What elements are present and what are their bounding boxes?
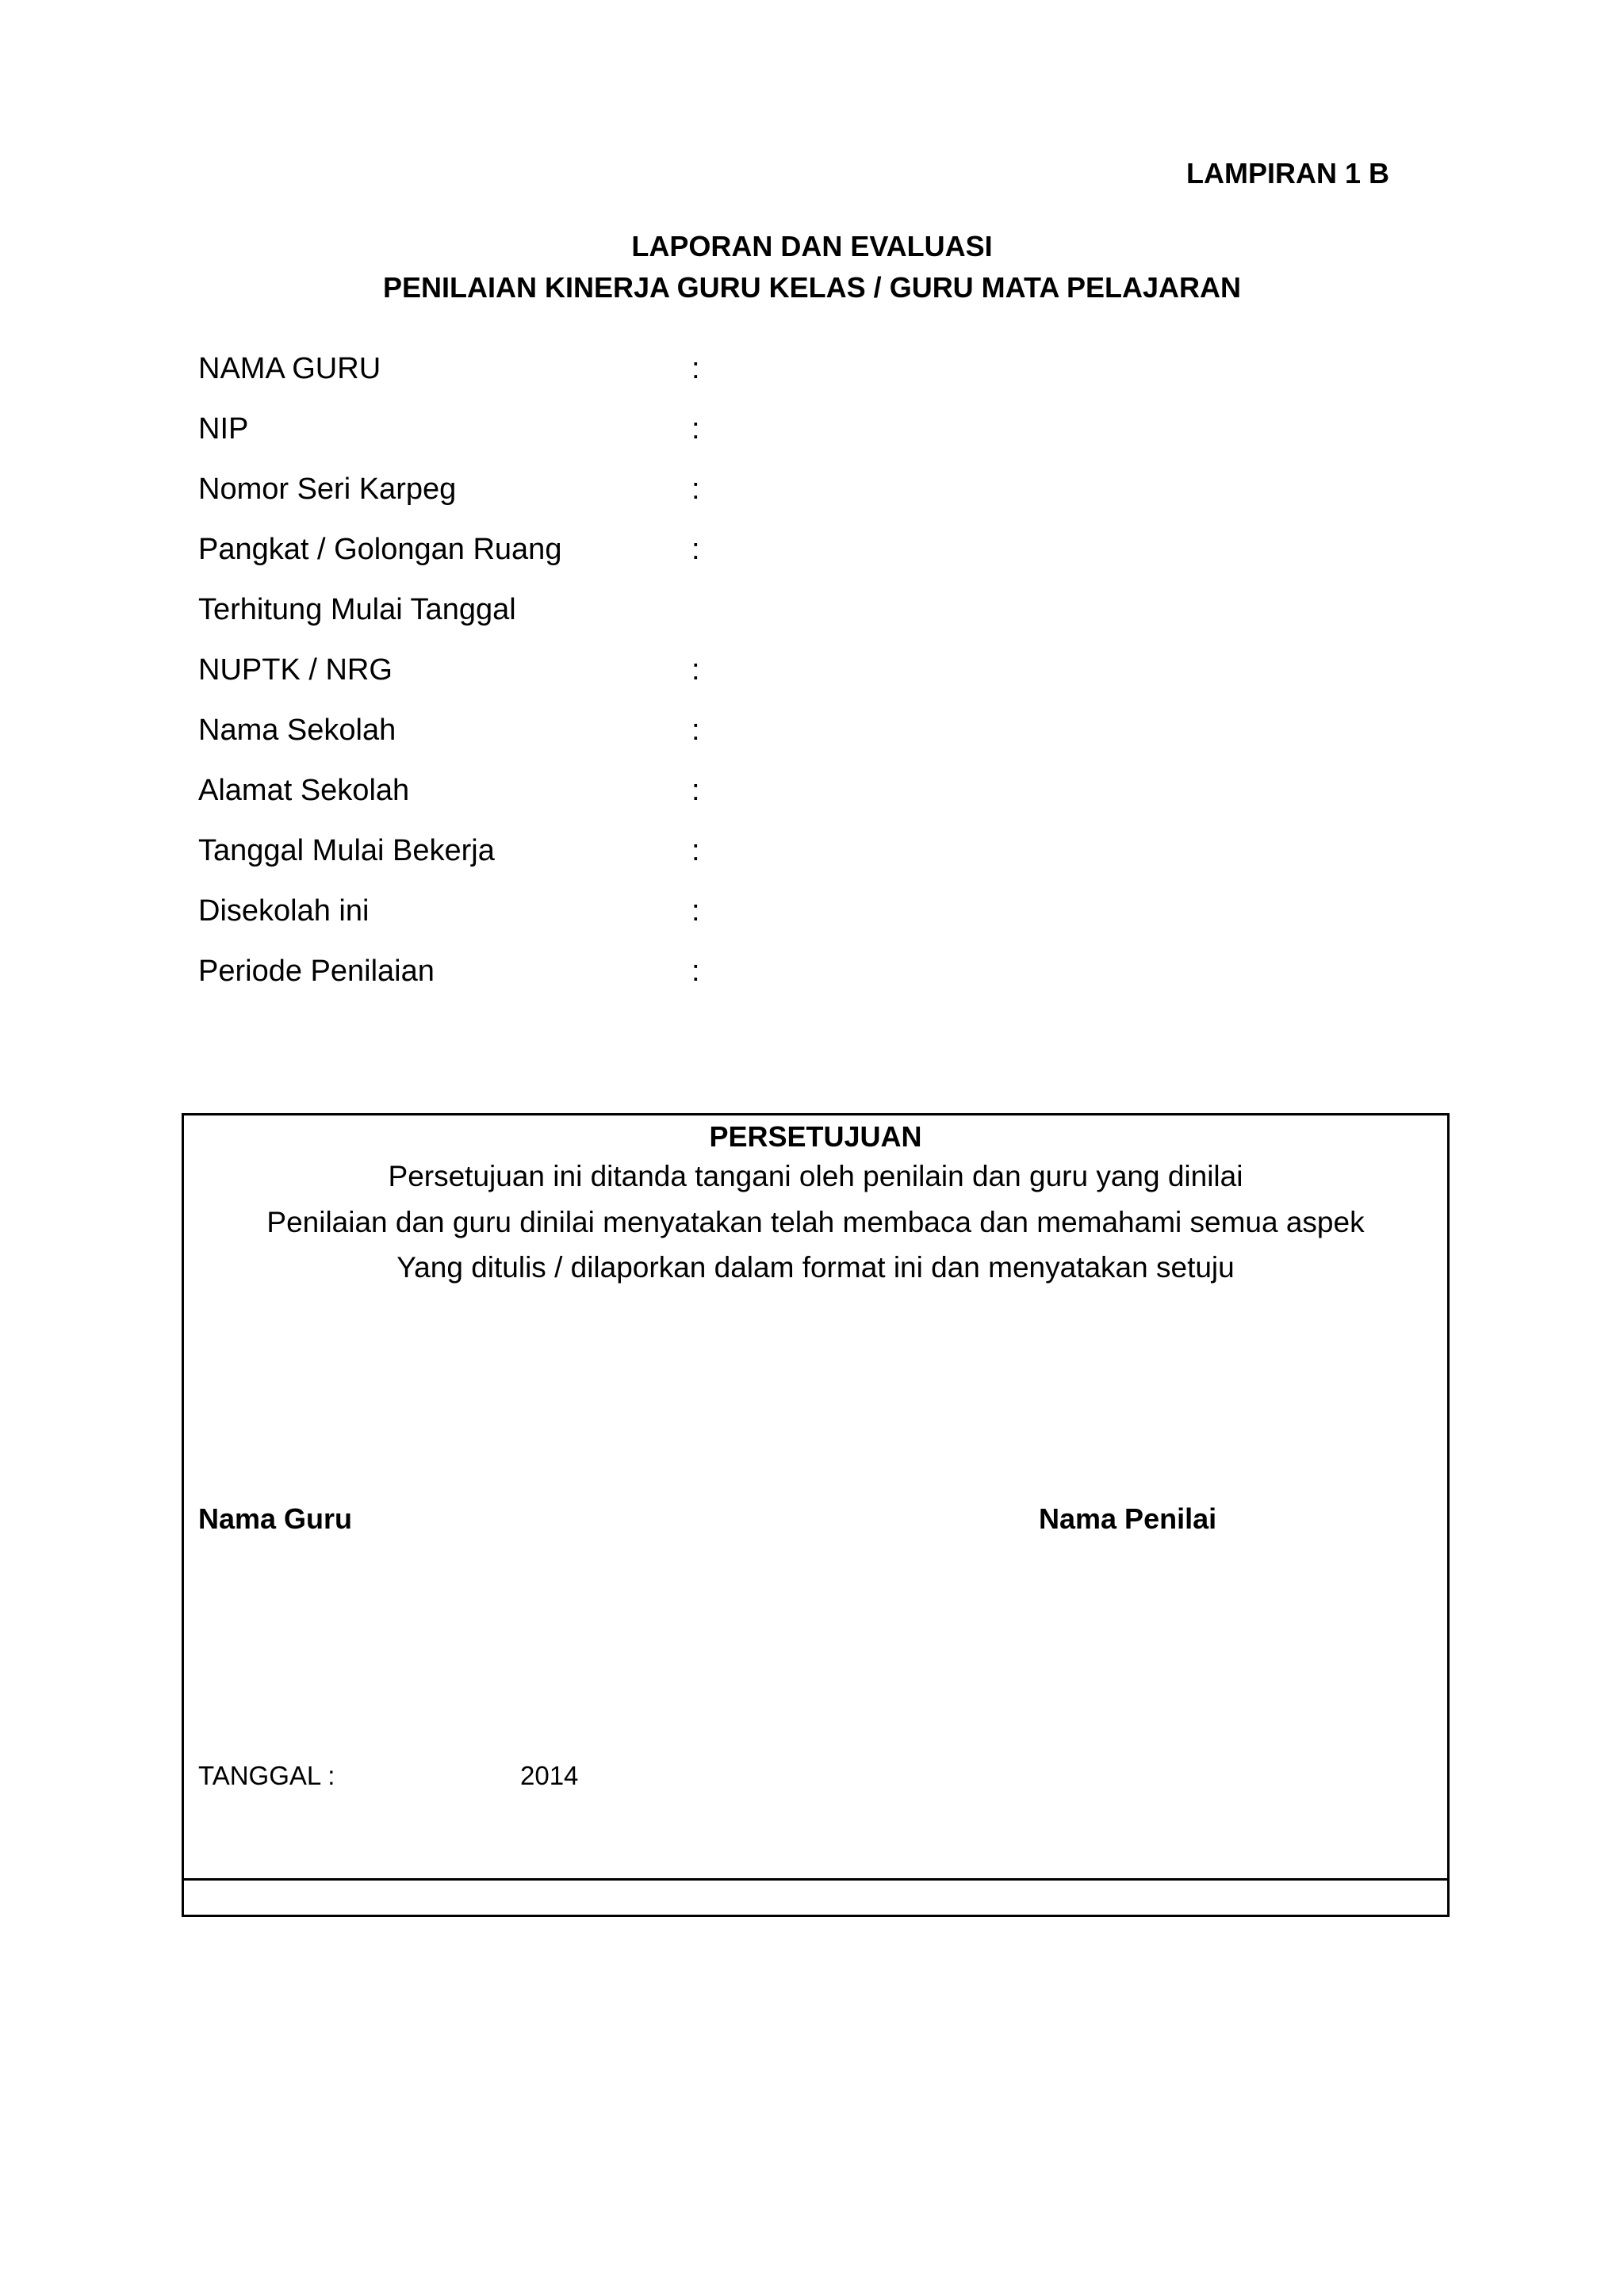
approval-text-line: Penilaian dan guru dinilai menyatakan telah membaca dan memahami semua aspek (266, 1206, 1365, 1238)
field-label: NIP (198, 412, 249, 446)
document-subtitle: PENILAIAN KINERJA GURU KELAS / GURU MATA PELAJARAN (382, 271, 1242, 304)
field-colon: : (691, 714, 700, 747)
field-colon: : (691, 894, 700, 928)
field-colon: : (691, 774, 700, 807)
field-label: Nama Sekolah (198, 714, 396, 747)
teacher-name-label: Nama Guru (198, 1502, 353, 1535)
field-label: Disekolah ini (198, 894, 370, 928)
field-disekolah-ini (198, 890, 753, 950)
field-colon: : (691, 834, 700, 867)
field-colon: : (691, 473, 700, 506)
field-periode-penilaian (198, 950, 753, 1010)
field-nama-sekolah (198, 709, 753, 769)
field-colon: : (691, 412, 700, 446)
field-alamat-sekolah (198, 769, 753, 829)
field-label: Tanggal Mulai Bekerja (198, 834, 495, 867)
field-pangkat-golongan (198, 528, 753, 588)
assessor-name-label: Nama Penilai (1039, 1502, 1217, 1535)
field-colon: : (691, 653, 700, 687)
box-divider (184, 1878, 1447, 1881)
field-nomor-seri-karpeg (198, 468, 753, 528)
field-label: Pangkat / Golongan Ruang (198, 533, 562, 566)
field-nip (198, 408, 753, 468)
date-label: TANGGAL : (198, 1761, 335, 1790)
field-colon: : (691, 955, 700, 988)
field-label: Nomor Seri Karpeg (198, 473, 457, 506)
identity-fields (198, 347, 753, 1010)
field-terhitung-mulai-tanggal (198, 588, 753, 649)
field-nama-guru (198, 347, 753, 408)
field-label: Alamat Sekolah (198, 774, 410, 807)
field-label: NUPTK / NRG (198, 653, 393, 687)
approval-heading: PERSETUJUAN (709, 1120, 922, 1153)
field-nuptk-nrg (198, 649, 753, 709)
attachment-label: LAMPIRAN 1 B (1185, 157, 1389, 189)
field-colon: : (691, 533, 700, 566)
field-label: NAMA GURU (198, 352, 381, 385)
approval-text-line: Persetujuan ini ditanda tangani oleh penilain dan guru yang dinilai (388, 1160, 1243, 1192)
approval-text-line: Yang ditulis / dilaporkan dalam format ini dan menyatakan setuju (396, 1251, 1235, 1284)
field-colon: : (691, 352, 700, 385)
date-year: 2014 (520, 1761, 579, 1790)
field-label: Terhitung Mulai Tanggal (198, 593, 516, 626)
document-title: LAPORAN DAN EVALUASI (631, 230, 993, 262)
field-tanggal-mulai-bekerja (198, 829, 753, 890)
field-label: Periode Penilaian (198, 955, 435, 988)
approval-box (182, 1113, 1450, 1917)
